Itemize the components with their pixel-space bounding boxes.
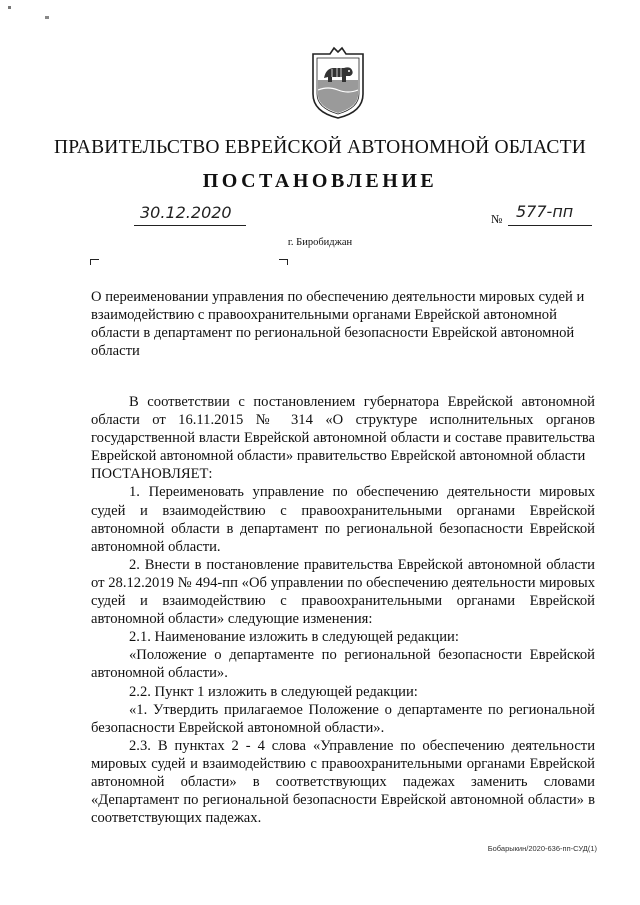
number-prefix: № (491, 212, 503, 226)
preamble-paragraph: В соответствии с постановлением губернатора Еврейской автономной области от 16.11.2015 № 314 «О структуре исполнительных органов государственной власти Еврейской автономной области и составе правительства Еврейской автономной области» правительство Еврейской автономной области (91, 394, 595, 465)
paragraph-2-3: 2.3. В пунктах 2 - 4 слова «Управление по обеспечению деятельности мировых судей и взаимодействию с правоохранительными органами Еврейской автономной области» в соответствующих падежах заменить словами «Департамент по региональной безопасности Еврейской автономной области» в соответствующих падежах. (91, 737, 595, 827)
subject-corner-mark-right (279, 259, 288, 265)
resolves-heading: ПОСТАНОВЛЯЕТ: (91, 466, 213, 483)
subject-corner-mark-left (90, 259, 99, 265)
coat-of-arms-icon (310, 44, 366, 120)
footer-reference: Бобарыкин/2020-636-пп-СУД(1) (487, 844, 597, 853)
paragraph-2-2-quote: «1. Утвердить прилагаемое Положение о департаменте по региональной безопасности Еврейской автономной области». (91, 701, 595, 736)
document-body (91, 393, 595, 827)
paragraph-2-1: 2.1. Наименование изложить в следующей редакции: (129, 629, 459, 646)
date-underline (134, 225, 246, 226)
scan-artifact (45, 16, 49, 19)
document-date: 30.12.2020 (140, 203, 232, 222)
scan-artifact (8, 6, 11, 9)
paragraph-2-2: 2.2. Пункт 1 изложить в следующей редакции: (129, 683, 418, 700)
document-number: 577-пп (516, 202, 574, 221)
paragraph-2-1-quote: «Положение о департаменте по региональной безопасности Еврейской автономной области». (91, 647, 595, 682)
government-title: ПРАВИТЕЛЬСТВО ЕВРЕЙСКОЙ АВТОНОМНОЙ ОБЛАСТИ (53, 137, 587, 158)
paragraph-1: 1. Переименовать управление по обеспечению деятельности мировых судей и взаимодействию с правоохранительными органами Еврейской автономной области в департамент по региональной безопасности Еврейской автономной области. (91, 484, 595, 555)
paragraph-2: 2. Внести в постановление правительства Еврейской автономной области от 28.12.2019 № 494-пп «Об управлении по обеспечению деятельности мировых судей и взаимодействию с правоохранительными органами Еврейской автономной области» следующие изменения: (91, 556, 595, 628)
city-label: г. Биробиджан (287, 237, 353, 248)
number-underline (508, 225, 592, 226)
document-type-title: ПОСТАНОВЛЕНИЕ (202, 170, 438, 192)
document-subject: О переименовании управления по обеспечению деятельности мировых судей и взаимодействию с правоохранительными органами Еврейской автономной области в департамент по региональной безопасности Еврейской автономной области (91, 289, 585, 359)
